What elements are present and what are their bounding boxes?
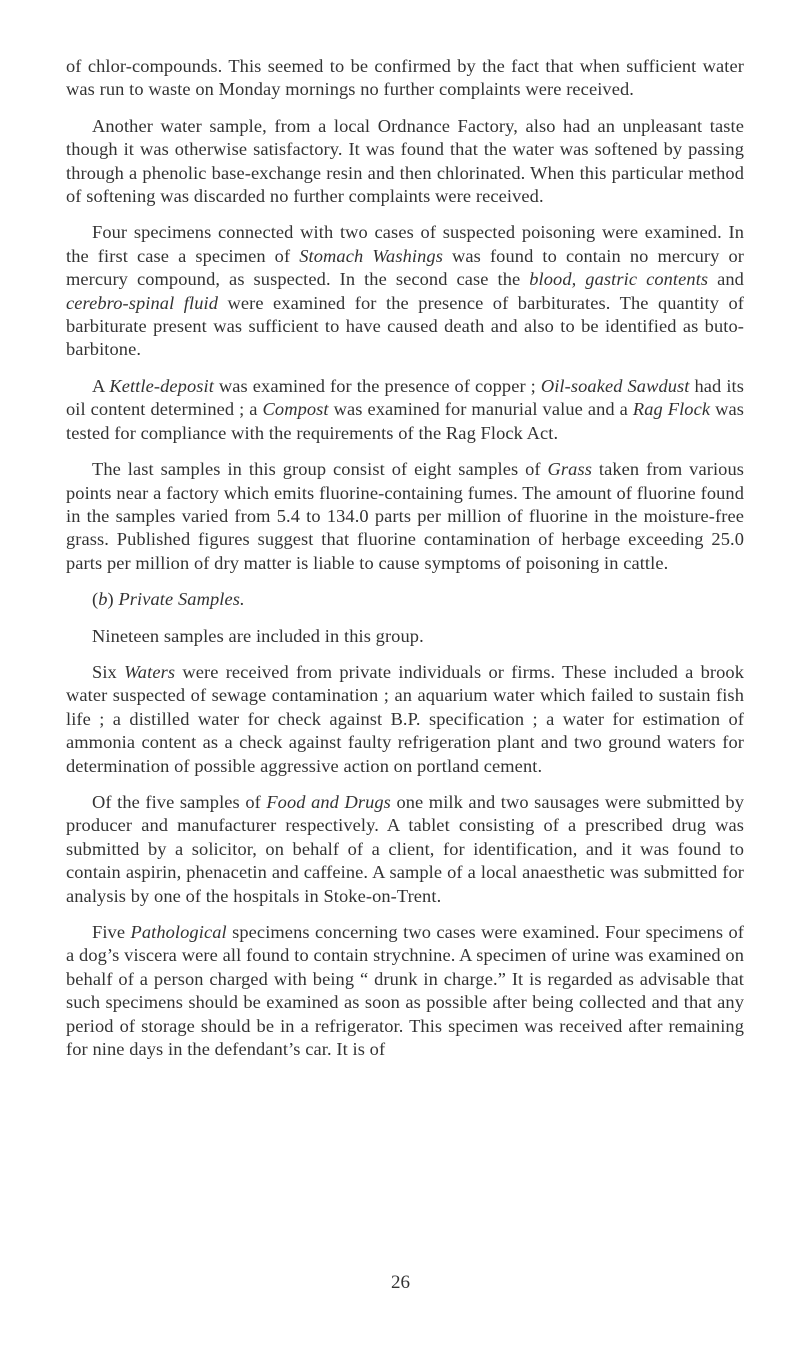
text-run: was examined for the presence of copper ;	[213, 375, 541, 396]
italic-term: Compost	[262, 399, 329, 420]
paragraph	[66, 55, 744, 102]
italic-term: Rag Flock	[632, 399, 711, 420]
italic-term: Stomach Washings	[299, 245, 443, 266]
text-run: Another water sample, from a local Ordnance Factory, also had an unpleasant taste though it was otherwise satisfactory. It was found that the water was softened by passing through a phenolic base-exchange resin and then chlorinated. When this particular method of softening was discarded no further complaints were received.	[66, 115, 744, 207]
italic-term: b	[98, 589, 108, 610]
text-run: was tested for compliance with the requirements of the Rag Flock Act.	[66, 399, 744, 443]
text-run: (	[92, 589, 99, 610]
text-run: The last samples in this group consist of eight samples of	[92, 459, 548, 480]
text-run: were received from private individuals or firms. These included a brook water suspected of sewage contamination ; an aquarium water which failed to sustain fish life ; a distilled water for check against B.P. specification ; a water for estimation of ammonia content as a check against faulty refrigeration plant and two ground waters for determination of possible aggressive action on portland cement.	[66, 661, 745, 776]
page-number: 26	[391, 1272, 410, 1293]
text-run: )	[107, 589, 119, 610]
text-run: A	[92, 375, 110, 396]
text-run: was found to contain no mercury or mercury compound, as suspected. In the second case the	[66, 245, 745, 290]
paragraph	[66, 115, 744, 209]
italic-term: Oil-soaked Sawdust	[540, 375, 690, 396]
paragraph	[66, 458, 744, 575]
italic-term: blood, gastric contents	[529, 269, 709, 290]
text-run: one milk and two sausages were submitted by producer and manufacturer respectively. A tablet consisting of a prescribed drug was submitted by a solicitor, on behalf of a client, for identification, and it was found to contain aspirin, phenacetin and caffeine. A sample of a local anaesthetic was submitted for analysis by one of the hospitals in Stoke-on-Trent.	[66, 791, 744, 906]
text-run: specimens concerning two cases were examined. Four specimens of a dog’s viscera were all found to contain strychnine. A specimen of urine was examined on behalf of a person charged with being “ drunk in charge.” It is regarded as advisable that such specimens should be examined as soon as possible after being collected and that any period of storage should be in a refrigerator. This specimen was received after remaining for nine days in the defendant’s car. It is of	[66, 922, 744, 1060]
document-body	[66, 55, 744, 1074]
paragraph	[66, 921, 744, 1061]
italic-term: Grass	[547, 459, 592, 480]
section-heading	[66, 588, 744, 611]
italic-term: Private Samples.	[118, 589, 245, 610]
italic-term: Pathological	[130, 922, 227, 942]
italic-term: Kettle-deposit	[109, 375, 214, 396]
text-run: Nineteen samples are included in this group.	[92, 625, 424, 646]
italic-term: Waters	[124, 661, 176, 682]
italic-term: cerebro-spinal fluid	[66, 292, 218, 313]
paragraph	[66, 791, 744, 908]
paragraph	[66, 661, 744, 778]
text-run: Five	[92, 922, 131, 942]
paragraph	[66, 221, 744, 361]
text-run: Four specimens connected with two cases of suspected poisoning were examined. In the first case a specimen of	[66, 222, 744, 266]
text-run: was examined for manurial value and a	[328, 399, 633, 420]
text-run: had its oil content determined ; a	[66, 375, 744, 420]
text-run: of chlor-compounds. This seemed to be confirmed by the fact that when sufficient water was run to waste on Monday mornings no further complaints were received.	[66, 56, 744, 100]
italic-term: Food and Drugs	[266, 791, 391, 812]
paragraph	[66, 625, 744, 648]
paragraph	[66, 375, 744, 445]
text-run: and	[708, 269, 744, 290]
text-run: were examined for the presence of barbiturates. The quantity of barbiturate present was sufficient to have caused death and also to be identified as buto-barbitone.	[66, 292, 745, 360]
text-run: Six	[92, 661, 125, 682]
text-run: Of the five samples of	[92, 791, 267, 812]
text-run: taken from various points near a factory which emits fluorine-containing fumes. The amount of fluorine found in the samples varied from 5.4 to 134.0 parts per million of fluorine in the moisture-free grass. Published figures suggest that fluorine contamination of herbage exceeding 25.0 parts per million of dry matter is liable to cause symptoms of poisoning in cattle.	[66, 459, 744, 573]
